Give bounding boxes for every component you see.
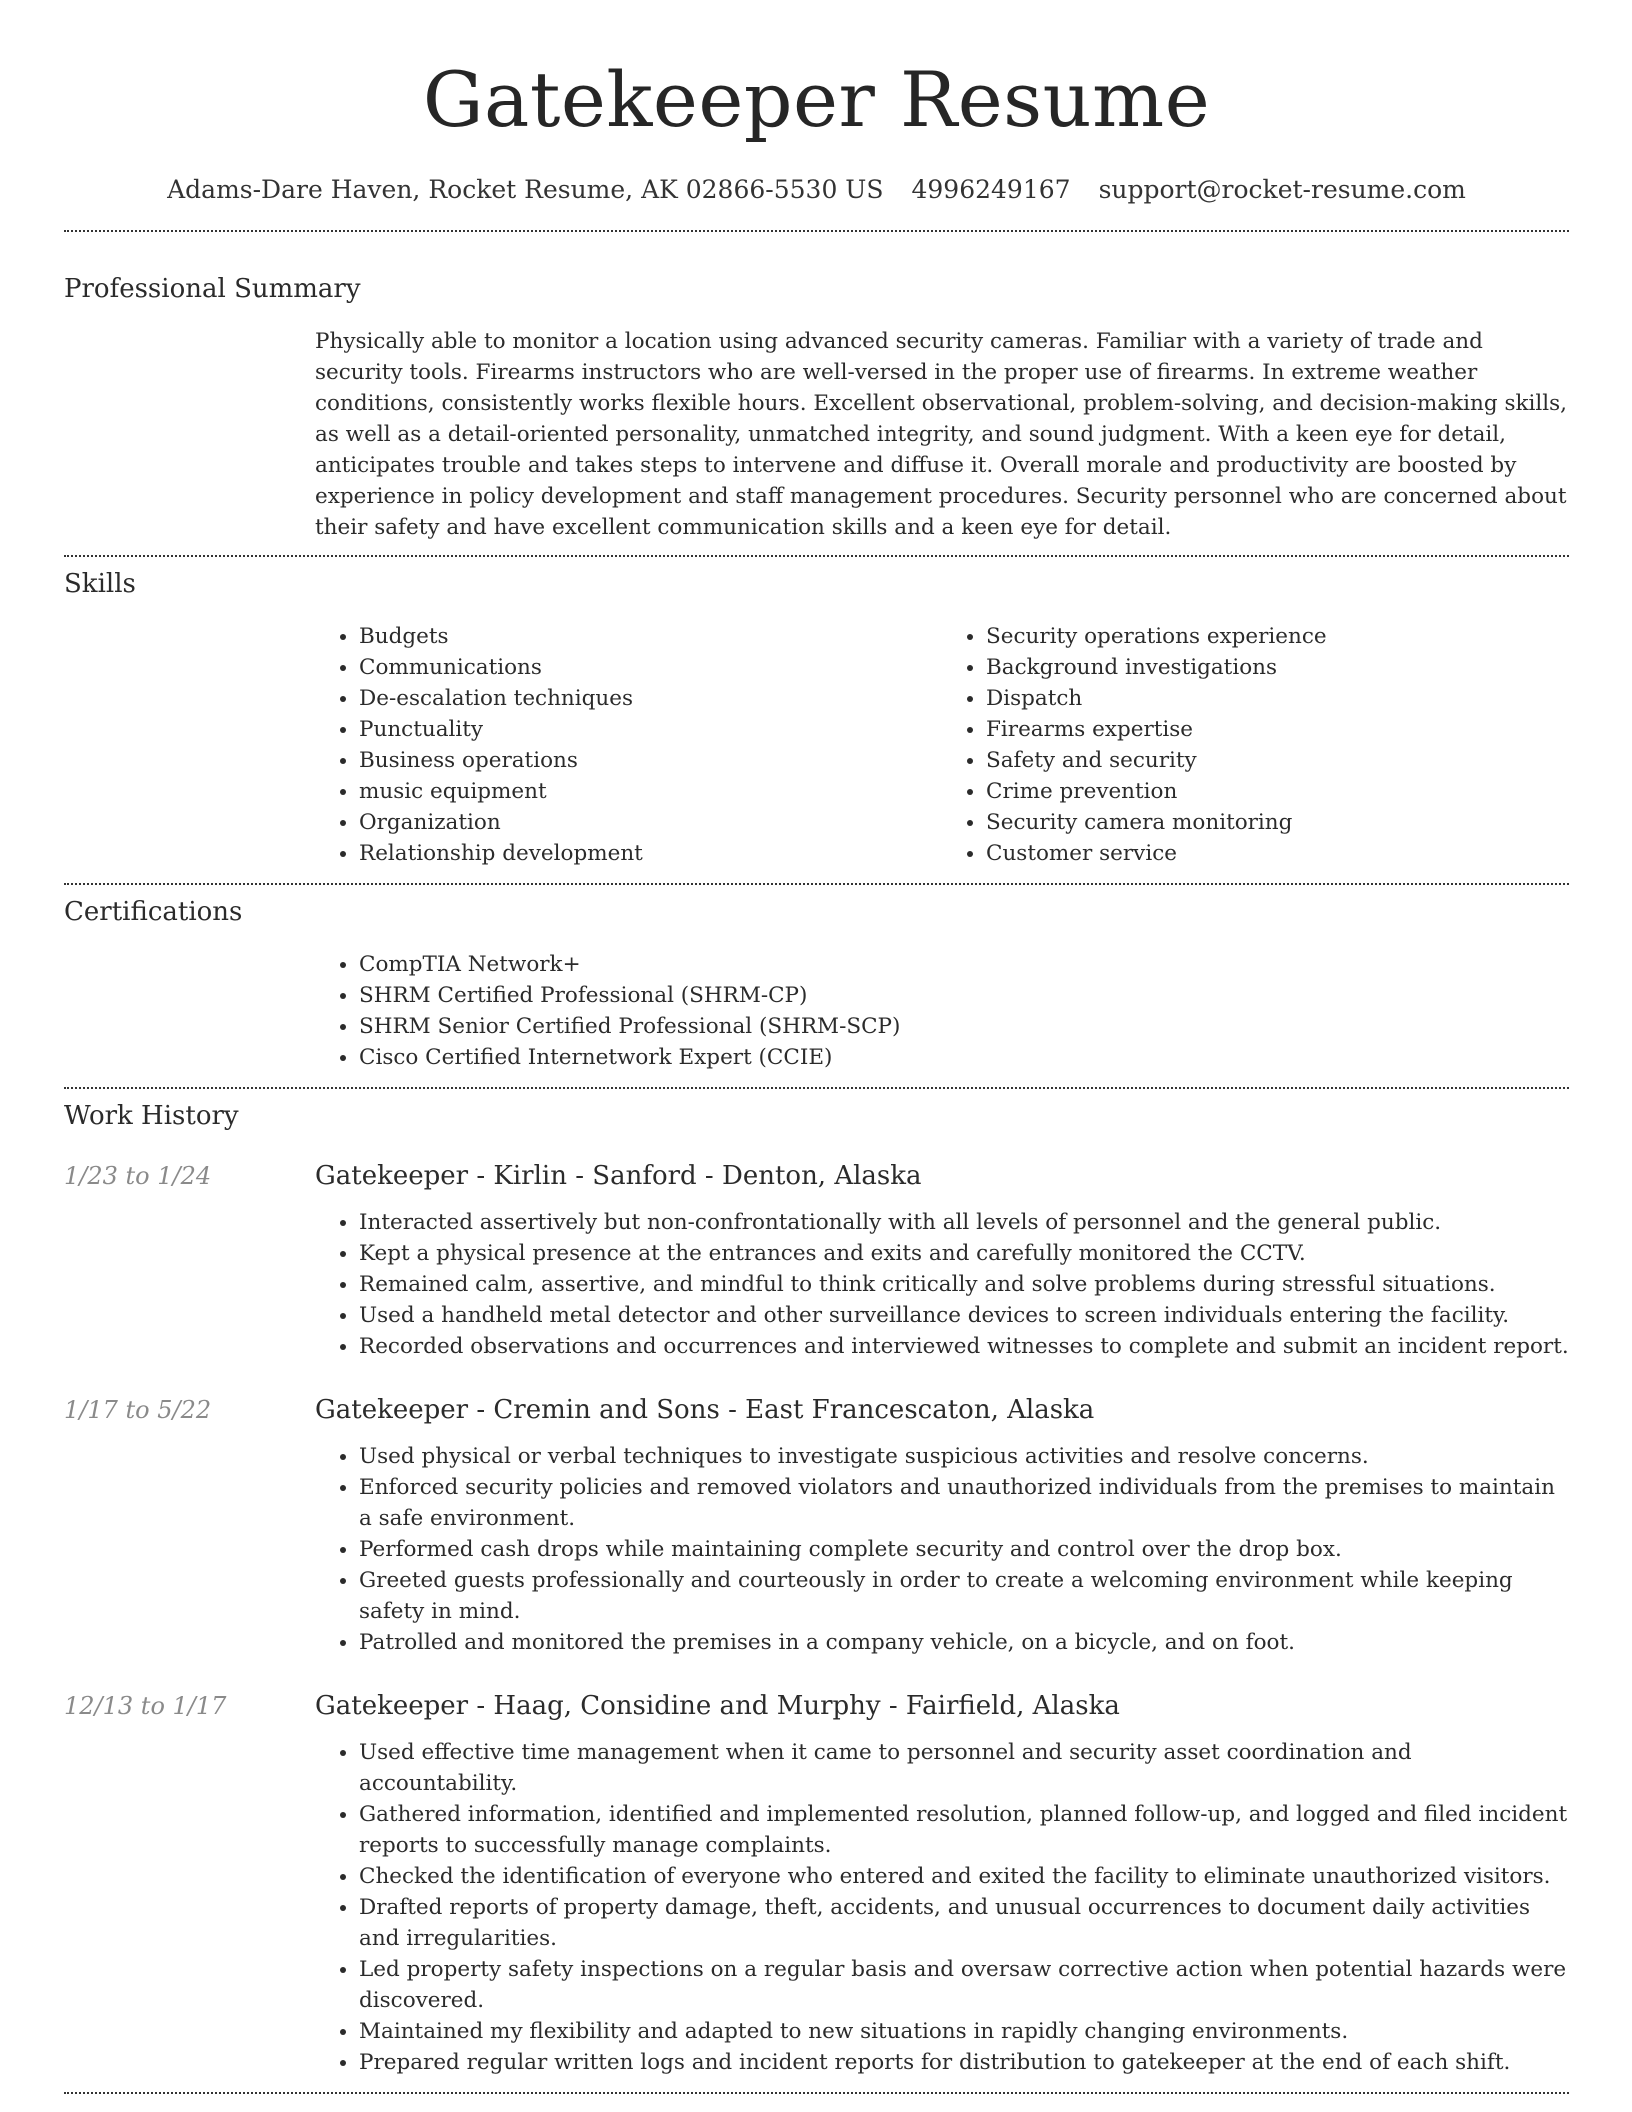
contact-email[interactable]: support@rocket-resume.com [1098, 175, 1466, 204]
certification-item: • SHRM Certified Professional (SHRM-CP) [359, 980, 1569, 1011]
job-body [315, 1441, 1569, 1658]
skills-section [64, 567, 1569, 869]
job-bullet: • Maintained my flexibility and adapted to new situations in rapidly changing environments. [359, 2016, 1569, 2047]
skill-item: • Background investigations [986, 652, 1569, 683]
job-bullet: • Recorded observations and occurrences and interviewed witnesses to complete and submit an incident report. [359, 1331, 1569, 1362]
job-entry [64, 1159, 1569, 1362]
skill-item: • De-escalation techniques [359, 683, 942, 714]
contact-address: Adams-Dare Haven, Rocket Resume, AK 02866-5530 US [167, 175, 884, 204]
summary-text: Physically able to monitor a location using advanced security cameras. Familiar with a variety of trade and security tools. Firearms instructors who are well-versed in the proper use of firearms. In extreme weather conditions, consistently works flexible hours. Excellent observational, problem-solving, and decision-making skills, as well as a detail-oriented personality, unmatched integrity, and sound judgment. With a keen eye for detail, anticipates trouble and takes steps to intervene and diffuse it. Overall morale and productivity are boosted by experience in policy development and staff management procedures. Security personnel who are concerned about their safety and have excellent communication skills and a keen eye for detail. [315, 329, 1568, 540]
contact-line [64, 174, 1569, 206]
summary-heading: Professional Summary [64, 274, 361, 304]
section-divider [64, 230, 1569, 232]
job-bullet: • Greeted guests professionally and courteously in order to create a welcoming environment while keeping safety in mind. [359, 1565, 1569, 1627]
work-history-heading: Work History [64, 1101, 239, 1131]
job-bullet: • Remained calm, assertive, and mindful to think critically and solve problems during stressful situations. [359, 1269, 1569, 1300]
job-entry [64, 1393, 1569, 1658]
job-bullet: • Interacted assertively but non-confrontationally with all levels of personnel and the general public. [359, 1207, 1569, 1238]
certifications-list [315, 949, 1569, 1073]
job-bullet: • Used physical or verbal techniques to investigate suspicious activities and resolve concerns. [359, 1441, 1569, 1472]
skill-item: • Customer service [986, 838, 1569, 869]
skill-item: • Relationship development [359, 838, 942, 869]
skill-item: • Punctuality [359, 714, 942, 745]
certifications-body [315, 949, 1569, 1073]
section-divider [64, 883, 1569, 885]
skill-item: • Security camera monitoring [986, 807, 1569, 838]
skills-list-left [315, 621, 942, 869]
skill-item: • Budgets [359, 621, 942, 652]
skills-list-right [942, 621, 1569, 869]
section-divider [64, 2092, 1569, 2094]
certification-item: • CompTIA Network+ [359, 949, 1569, 980]
summary-body [315, 326, 1569, 543]
job-bullet: • Performed cash drops while maintaining complete security and control over the drop box. [359, 1534, 1569, 1565]
job-bullets [315, 1441, 1569, 1658]
job-bullet: • Used a handheld metal detector and other surveillance devices to screen individuals entering the facility. [359, 1300, 1569, 1331]
job-body [315, 1207, 1569, 1362]
skills-grid [315, 621, 1569, 869]
job-title: Gatekeeper - Haag, Considine and Murphy - Fairfield, Alaska [315, 1691, 1120, 1721]
skill-item: • Crime prevention [986, 776, 1569, 807]
job-bullets [315, 1737, 1569, 2078]
contact-phone: 4996249167 [911, 175, 1071, 204]
skill-item: • music equipment [359, 776, 942, 807]
skills-heading: Skills [64, 569, 136, 599]
job-entry [64, 1689, 1569, 2078]
job-title: Gatekeeper - Cremin and Sons - East Francescaton, Alaska [315, 1395, 1095, 1425]
skill-item: • Business operations [359, 745, 942, 776]
certifications-heading: Certifications [64, 897, 243, 927]
job-bullet: • Used effective time management when it came to personnel and security asset coordination and accountability. [359, 1737, 1569, 1799]
job-bullet: • Patrolled and monitored the premises in a company vehicle, on a bicycle, and on foot. [359, 1627, 1569, 1658]
skill-item: • Dispatch [986, 683, 1569, 714]
job-dates: 12/13 to 1/17 [64, 1692, 227, 1720]
job-title: Gatekeeper - Kirlin - Sanford - Denton, Alaska [315, 1161, 922, 1191]
job-bullet: • Enforced security policies and removed violators and unauthorized individuals from the premises to maintain a safe environment. [359, 1472, 1569, 1534]
job-dates: 1/17 to 5/22 [64, 1396, 212, 1424]
job-bullets [315, 1207, 1569, 1362]
section-divider [64, 555, 1569, 557]
section-divider [64, 1087, 1569, 1089]
job-bullet: • Checked the identification of everyone who entered and exited the facility to eliminate unauthorized visitors. [359, 1861, 1569, 1892]
job-bullet: • Gathered information, identified and implemented resolution, planned follow-up, and logged and filed incident reports to successfully manage complaints. [359, 1799, 1569, 1861]
summary-section [64, 272, 1569, 543]
job-dates: 1/23 to 1/24 [64, 1162, 212, 1190]
skill-item: • Firearms expertise [986, 714, 1569, 745]
skill-item: • Security operations experience [986, 621, 1569, 652]
certifications-section [64, 895, 1569, 1073]
job-bullet: • Prepared regular written logs and incident reports for distribution to gatekeeper at the end of each shift. [359, 2047, 1569, 2078]
job-bullet: • Led property safety inspections on a regular basis and oversaw corrective action when potential hazards were discovered. [359, 1954, 1569, 2016]
certification-item: • Cisco Certified Internetwork Expert (CCIE) [359, 1042, 1569, 1073]
work-history-section [64, 1099, 1569, 2078]
certification-item: • SHRM Senior Certified Professional (SHRM-SCP) [359, 1011, 1569, 1042]
resume-title: Gatekeeper Resume [422, 55, 1211, 144]
skill-item: • Safety and security [986, 745, 1569, 776]
skill-item: • Communications [359, 652, 942, 683]
job-bullet: • Drafted reports of property damage, theft, accidents, and unusual occurrences to document daily activities and irregularities. [359, 1892, 1569, 1954]
job-bullet: • Kept a physical presence at the entrances and exits and carefully monitored the CCTV. [359, 1238, 1569, 1269]
job-body [315, 1737, 1569, 2078]
resume-page [64, 0, 1569, 2094]
skill-item: • Organization [359, 807, 942, 838]
